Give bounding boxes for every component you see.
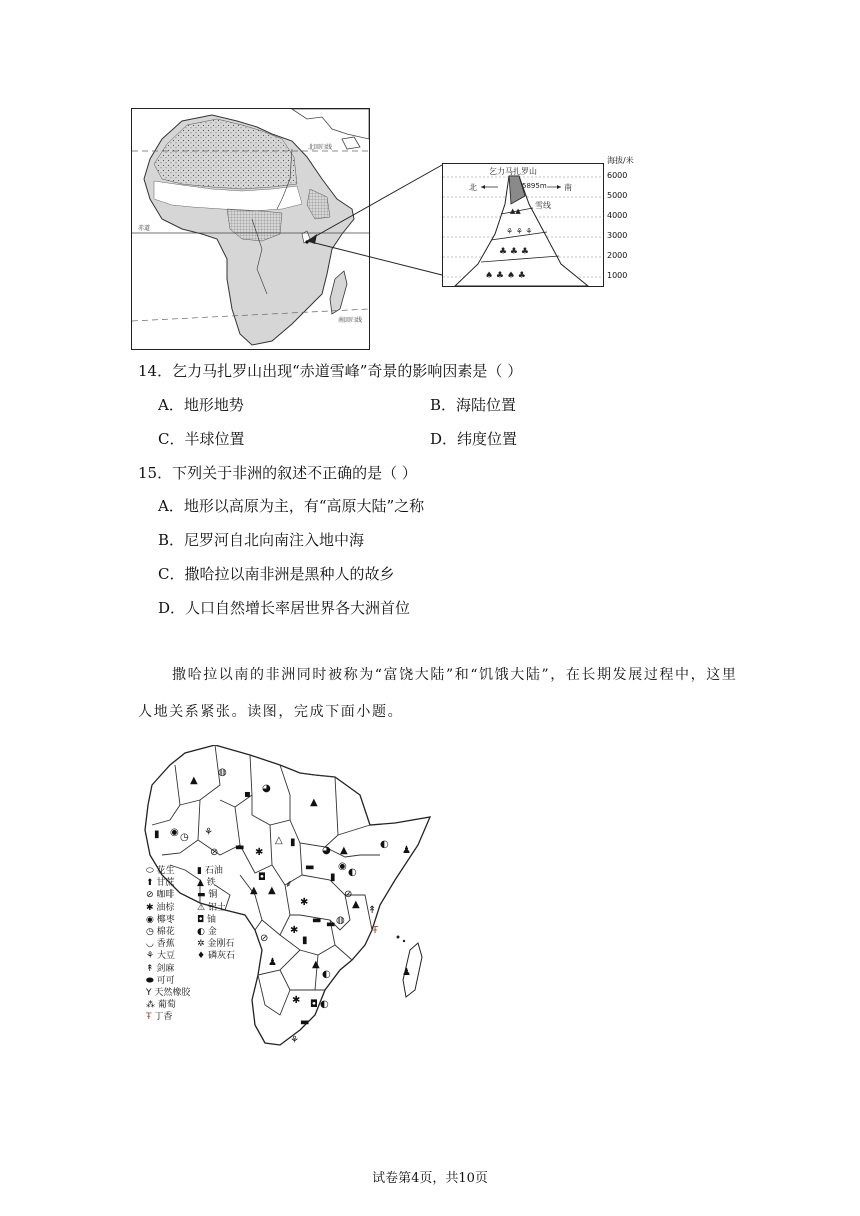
svg-text:◍: ◍ (218, 767, 227, 778)
question-14-option-d[interactable]: D．纬度位置 (430, 430, 518, 448)
svg-text:▲: ▲ (250, 885, 258, 896)
coffee-icon: ⊘ (146, 890, 157, 901)
legend-item: ⬬ 可可 (146, 975, 175, 986)
legend-item: ⬆ 甘蔗 (146, 878, 175, 889)
question-15-option-d[interactable]: D．人口自然增长率居世界各大洲首位 (158, 599, 411, 617)
clove-icon: Ŧ (146, 1012, 155, 1023)
svg-text:◷: ◷ (180, 832, 189, 843)
banana-icon: ◡ (146, 939, 157, 950)
svg-text:✱: ✱ (300, 897, 309, 908)
question-14-option-b[interactable]: B．海陆位置 (430, 396, 517, 414)
svg-text:✱: ✱ (292, 995, 301, 1006)
question-15-stem: 15．下列关于非洲的叙述不正确的是（ ） (138, 464, 417, 482)
equator-label: 赤道 (138, 225, 151, 232)
question-14-option-a[interactable]: A．地形地势 (158, 396, 244, 414)
legend-item: Ŧ 丁香 (146, 1012, 173, 1023)
profile-title: 乞力马扎罗山 (489, 167, 537, 176)
elevation-tick: 1000 (607, 271, 628, 280)
svg-text:◕: ◕ (322, 845, 331, 856)
elevation-tick: 3000 (607, 231, 628, 240)
svg-text:▬: ▬ (305, 862, 315, 873)
cotton-icon: ◷ (146, 927, 157, 938)
svg-text:✱: ✱ (255, 847, 264, 858)
legend-item: ↟ 剑麻 (146, 963, 175, 974)
copper-icon: ▬ (197, 890, 209, 901)
svg-text:⚘: ⚘ (204, 827, 213, 838)
svg-text:▪: ▪ (244, 789, 251, 800)
legend-item: ◡ 香蕉 (146, 939, 175, 950)
diamond-icon: ✲ (197, 939, 208, 950)
svg-text:▲: ▲ (340, 845, 348, 856)
svg-text:◐: ◐ (348, 867, 357, 878)
svg-text:▬: ▬ (300, 1017, 310, 1028)
legend-item: ▮ 石油 (197, 866, 223, 876)
svg-text:◐: ◐ (320, 999, 329, 1010)
elevation-axis-title: 海拔/米 (607, 156, 634, 165)
svg-text:▲: ▲ (310, 797, 318, 808)
svg-text:◐: ◐ (380, 839, 389, 850)
elevation-tick: 4000 (607, 211, 628, 220)
question-15-option-a[interactable]: A．地形以高原为主，有“高原大陆”之称 (158, 497, 425, 515)
svg-text:◐: ◐ (322, 969, 331, 980)
legend-item: ▲ 铁 (197, 878, 216, 889)
north-label: 北 (469, 183, 477, 192)
svg-text:⸙: ⸙ (285, 879, 293, 890)
svg-text:⊘: ⊘ (210, 847, 219, 858)
sugarcane-icon: ⬆ (146, 878, 157, 889)
svg-text:♟: ♟ (402, 845, 411, 856)
svg-text:⊘: ⊘ (260, 933, 269, 944)
question-14-option-c[interactable]: C．半球位置 (158, 430, 245, 448)
peak-height-label: 5895m (522, 182, 547, 190)
legend-item: ◉ 椰枣 (146, 914, 175, 925)
svg-text:▲: ▲ (190, 775, 198, 786)
svg-text:⚘: ⚘ (290, 1035, 299, 1046)
legend-item: ◷ 棉花 (146, 927, 175, 938)
svg-text:♠ ♣ ♠ ♣: ♠ ♣ ♠ ♣ (485, 271, 526, 281)
svg-text:▬: ▬ (326, 919, 336, 930)
svg-text:◘: ◘ (258, 872, 266, 883)
date-palm-icon: ◉ (146, 914, 157, 925)
resource-legend (146, 865, 190, 1024)
iron-icon: ▲ (197, 878, 207, 889)
sisal-icon: ↟ (146, 963, 157, 974)
tropic-north-label: 北回归线 (308, 144, 333, 151)
page-footer: 试卷第4页，共10页 (372, 1171, 488, 1186)
svg-text:◉: ◉ (338, 861, 347, 872)
grape-icon: ⁂ (146, 1000, 158, 1011)
legend-item: ♦ 磷灰石 (197, 951, 235, 962)
legend-item: ⚠ 铝土 (197, 902, 226, 913)
petroleum-icon: ▮ (197, 866, 205, 876)
oil-palm-icon: ✱ (146, 902, 157, 913)
rubber-icon: Y (146, 988, 155, 999)
question-14-stem: 14．乞力马扎罗山出现“赤道雪峰”奇景的影响因素是（ ） (138, 362, 523, 380)
legend-item: Y 天然橡胶 (146, 988, 191, 999)
gold-icon: ◐ (197, 927, 208, 938)
svg-text:♟: ♟ (268, 957, 277, 968)
reading-passage: 撒哈拉以南的非洲同时被称为“富饶大陆”和“饥饿大陆”，在长期发展过程中，这里人地关系紧张。读图，完成下面小题。 (138, 667, 738, 720)
svg-text:▮: ▮ (330, 872, 336, 883)
svg-text:▲▲: ▲▲ (510, 207, 521, 215)
svg-text:▮: ▮ (290, 837, 296, 848)
svg-text:◉: ◉ (170, 827, 179, 838)
kilimanjaro-profile (442, 163, 604, 287)
south-label: 南 (564, 183, 572, 192)
svg-text:♟: ♟ (402, 967, 411, 978)
soybean-icon: ⚘ (146, 951, 157, 962)
svg-text:♣ ♣ ♣: ♣ ♣ ♣ (499, 247, 529, 257)
tropic-south-label: 南回归线 (338, 317, 363, 324)
profile-svg (443, 164, 603, 286)
elevation-tick: 5000 (607, 191, 628, 200)
connector-lines (300, 160, 450, 290)
svg-text:✱: ✱ (290, 925, 299, 936)
svg-text:◕: ◕ (262, 783, 271, 794)
svg-text:▮: ▮ (302, 935, 308, 946)
legend-item: ◘ 铀 (197, 914, 216, 925)
cocoa-icon: ⬬ (146, 975, 157, 986)
svg-text:▲: ▲ (268, 885, 276, 896)
legend-item: ⁂ 葡萄 (146, 1000, 176, 1011)
svg-text:▲: ▲ (312, 959, 320, 970)
legend-item: ⬭ 花生 (146, 866, 175, 876)
peanut-icon: ⬭ (146, 866, 157, 876)
question-15-option-c[interactable]: C．撒哈拉以南非洲是黑种人的故乡 (158, 565, 395, 583)
svg-text:◘: ◘ (310, 999, 318, 1010)
uranium-icon: ◘ (197, 914, 207, 925)
svg-text:▲: ▲ (352, 899, 360, 910)
svg-text:◍: ◍ (336, 915, 345, 926)
apatite-icon: ♦ (197, 951, 208, 962)
svg-text:↟: ↟ (368, 905, 377, 916)
elevation-tick: 6000 (607, 171, 628, 180)
question-15-option-b[interactable]: B．尼罗河自北向南注入地中海 (158, 531, 365, 549)
legend-item: ⚘ 大豆 (146, 951, 175, 962)
snowline-label: 雪线 (535, 201, 551, 210)
elevation-tick: 2000 (607, 251, 628, 260)
legend-item: ✱ 油棕 (146, 902, 175, 913)
legend-item: ⊘ 咖啡 (146, 890, 175, 901)
svg-text:△: △ (275, 835, 283, 846)
svg-text:⚘ ⚘ ⚘: ⚘ ⚘ ⚘ (506, 227, 533, 236)
legend-item: ▬ 铜 (197, 890, 218, 901)
svg-text:▮: ▮ (154, 829, 160, 840)
resource-legend-minerals (197, 865, 235, 963)
svg-text:▬: ▬ (235, 842, 245, 853)
legend-item: ✲ 金刚石 (197, 939, 235, 950)
bauxite-icon: ⚠ (197, 902, 208, 913)
svg-text:Ŧ: Ŧ (372, 925, 379, 936)
legend-item: ◐ 金 (197, 927, 217, 938)
svg-text:⊘: ⊘ (344, 889, 353, 900)
svg-text:▬: ▬ (312, 915, 322, 926)
